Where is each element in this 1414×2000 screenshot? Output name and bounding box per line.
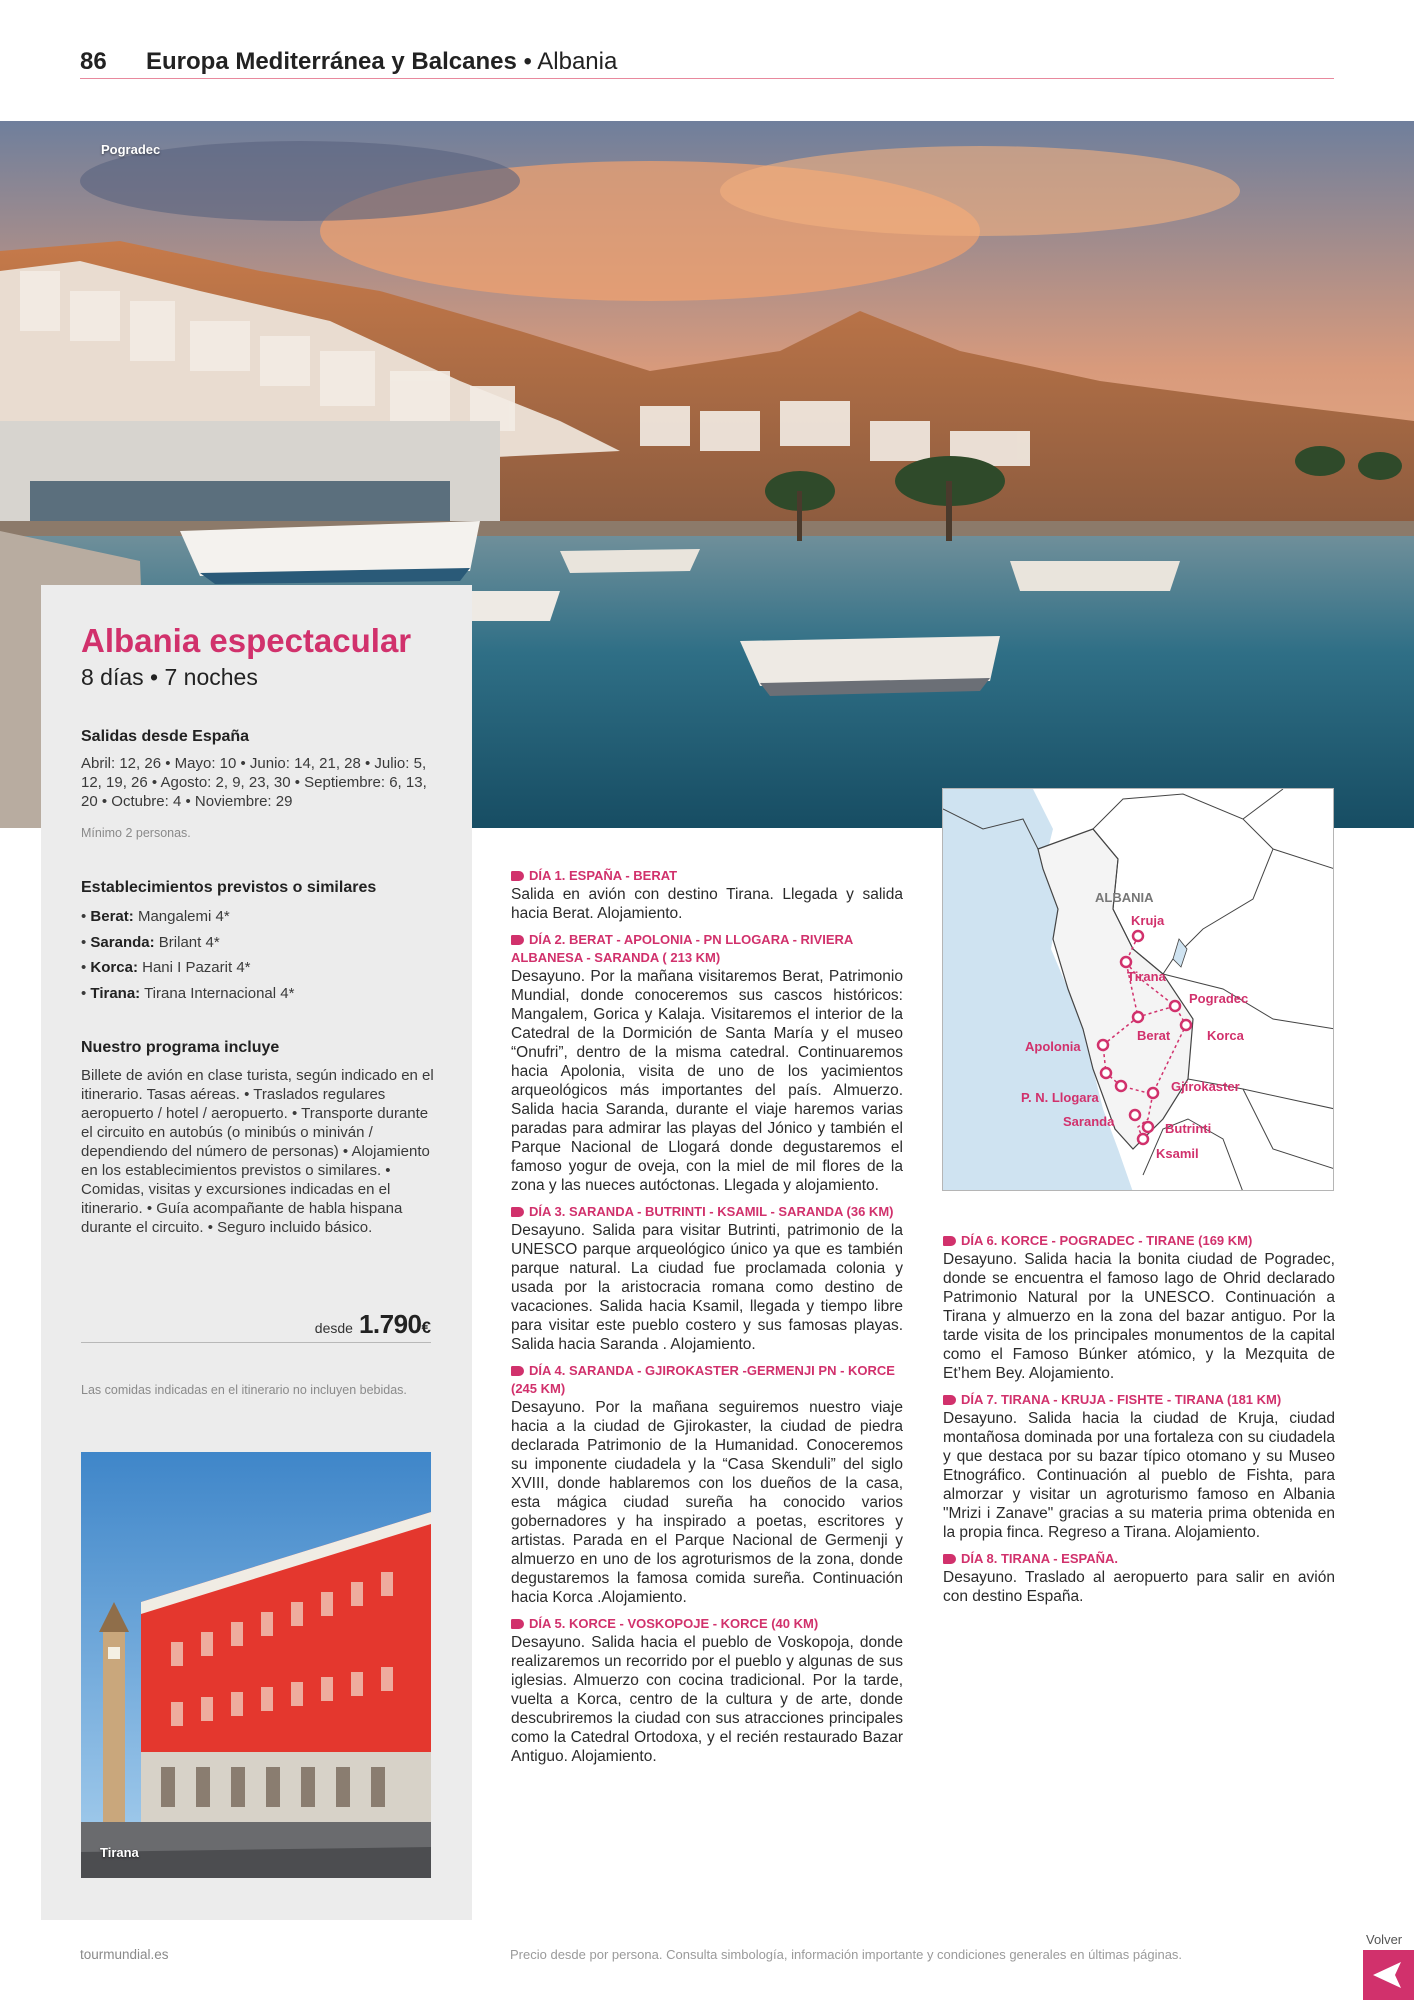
day-title: DÍA 1. ESPAÑA - BERAT bbox=[511, 867, 903, 885]
departures-dates: Abril: 12, 26 • Mayo: 10 • Junio: 14, 21, 28 • Julio: 5, 12, 19, 26 • Agosto: 2, 9, 23, 30 • Septiembre: 6, 13, 20 • Octubre: 4 • Noviembre: 29 bbox=[81, 755, 427, 810]
header-rule bbox=[80, 78, 1334, 79]
tirana-photo-caption: Tirana bbox=[100, 1845, 139, 1860]
price-block bbox=[81, 1309, 431, 1343]
itinerary-day bbox=[511, 867, 903, 923]
map-city-label: Butrinti bbox=[1165, 1121, 1212, 1136]
day-title: DÍA 2. BERAT - APOLONIA - PN LLOGARA - RIVIERA ALBANESA - SARANDA ( 213 KM) bbox=[511, 931, 903, 967]
day-text: Desayuno. Traslado al aeropuerto para salir en avión con destino España. bbox=[943, 1569, 1335, 1605]
map-city-label: Apolonia bbox=[1025, 1039, 1081, 1054]
day-title: DÍA 7. TIRANA - KRUJA - FISHTE - TIRANA (181 KM) bbox=[943, 1391, 1335, 1409]
page-header-title bbox=[146, 48, 617, 76]
hotel-name: Mangalemi 4* bbox=[137, 908, 230, 925]
itinerary-column-1 bbox=[511, 867, 903, 1774]
hotel-name: Tirana Internacional 4* bbox=[144, 984, 295, 1002]
back-arrow-icon bbox=[1363, 1950, 1414, 2000]
includes-heading: Nuestro programa incluye bbox=[81, 1039, 280, 1056]
day-title: DÍA 4. SARANDA - GJIROKASTER -GERMENJI PN - KORCE (245 KM) bbox=[511, 1362, 903, 1398]
hotel-name: Brilant 4* bbox=[158, 933, 220, 951]
price-label: desde bbox=[314, 1320, 353, 1336]
hotel-city: Saranda: bbox=[90, 933, 155, 951]
hotel-city: Korca: bbox=[90, 959, 138, 976]
day-text: Salida en avión con destino Tirana. Llegada y salida hacia Berat. Alojamiento. bbox=[511, 886, 903, 922]
map-city-label: Ksamil bbox=[1156, 1146, 1199, 1161]
trip-title: Albania espectacular bbox=[81, 622, 412, 659]
meals-note: Las comidas indicadas en el itinerario no incluyen bebidas. bbox=[81, 1383, 407, 1397]
map-city-label: Saranda bbox=[1063, 1114, 1115, 1129]
footer-website: tourmundial.es bbox=[80, 1947, 169, 1962]
map-city-label: Pogradec bbox=[1189, 991, 1249, 1006]
hotel-name: Hani I Pazarit 4* bbox=[142, 959, 251, 976]
map-city-label: Gjirokaster bbox=[1171, 1079, 1240, 1094]
hotels-list bbox=[81, 904, 294, 1006]
map-city-label: Kruja bbox=[1131, 913, 1165, 928]
day-title: DÍA 8. TIRANA - ESPAÑA. bbox=[943, 1550, 1335, 1568]
trip-duration: 8 días • 7 noches bbox=[81, 664, 258, 690]
route-map bbox=[942, 788, 1334, 1191]
hero-caption: Pogradec bbox=[101, 142, 161, 157]
header-separator: • bbox=[516, 48, 538, 75]
day-text: Desayuno. Salida para visitar Butrinti, patrimonio de la UNESCO parque arqueológico único ya que es también parque natural. La ciudad fue proclamada colonia y usada por la aristocracia romana como destino de vacaciones. Salida hacia Ksamil, llegada y tiempo libre para visitar este pueblo costero y sus famosas playas. Salida hacia Saranda . Alojamiento. bbox=[511, 1222, 903, 1353]
day-text: Desayuno. Salida hacia la ciudad de Kruja, ciudad montañosa dominada por una fortaleza con su ciudadela y que destaca por su bazar típico otomano y su Museo Etnográfico. Continuación al pueblo de Fishta, para almorzar y visitar un agroturismo famoso en Albania "Mrizi i Zanave" gracias a su materia prima obtenida en la propia finca. Regreso a Tirana. Alojamiento. bbox=[943, 1410, 1335, 1541]
page-number: 86 bbox=[80, 48, 107, 75]
day-text: Desayuno. Salida hacia el pueblo de Voskopoja, donde realizaremos un recorrido por el pueblo y algunas de sus iglesias. Almuerzo con cocina tradicional. Por la tarde, vuelta a Korca, centro de la cultura y de arte, donde descubriremos la ciudad con sus atracciones principales como la Catedral Ortodoxa, y el recién restaurado Bazar Antiguo. Alojamiento. bbox=[511, 1634, 903, 1765]
price-currency: € bbox=[421, 1318, 431, 1337]
itinerary-day bbox=[511, 1362, 903, 1607]
header-country: Albania bbox=[537, 48, 618, 75]
day-title: DÍA 3. SARANDA - BUTRINTI - KSAMIL - SARANDA (36 KM) bbox=[511, 1203, 903, 1221]
hotel-item: • Saranda: Brilant 4* bbox=[81, 933, 220, 951]
day-text: Desayuno. Por la mañana visitaremos Berat, Patrimonio Mundial, donde conoceremos sus cascos históricos: Mangalem, Gorica y Kalaja. Visitaremos el interior de la Catedral de la Dormición de Santa María y el museo “Onufri”, dentro de la misma catedral. Continuaremos hacia Apolonia, visita de uno de los yacimientos arqueológicos más importantes del país. Almuerzo. Salida hacia Saranda, durante el viaje haremos varias paradas para admirar las playas del Jónico y también el Parque Nacional de Llogará donde degustaremos el famoso yogur de oveja, con la miel de mil flores de la zona y las nueces autóctonas. Llegada y alojamiento. bbox=[511, 968, 903, 1194]
hotel-item: • Tirana: Tirana Internacional 4* bbox=[81, 984, 295, 1002]
back-button[interactable] bbox=[1363, 1950, 1414, 2000]
map-city-label: P. N. Llogara bbox=[1021, 1090, 1099, 1105]
day-text: Desayuno. Por la mañana seguiremos nuestro viaje hacia a la ciudad de Gjirokaster, la ciudad de piedra declarada Patrimonio de la Humanidad. Conoceremos su imponente ciudadela y la “Casa Skenduli” del siglo XVIII, donde hablaremos con los dueños de la casa, esta mágica ciudad sureña ha conocido varios gobernadores y ha inspirado a poetas, escritores y artistas. Parada en el Parque Nacional de Germenji y almuerzo en uno de los agroturismos de la zona, donde degustaremos la famosa comida sureña. Continuación hacia Korca .Alojamiento. bbox=[511, 1399, 903, 1606]
map-country-label: ALBANIA bbox=[1095, 890, 1154, 905]
itinerary-column-2 bbox=[943, 1232, 1335, 1614]
hotel-item: • Korca: Hani I Pazarit 4* bbox=[81, 959, 251, 976]
hotel-city: Tirana: bbox=[90, 984, 141, 1002]
footer-disclaimer: Precio desde por persona. Consulta simbología, información importante y condiciones generales en últimas páginas. bbox=[510, 1947, 1183, 1962]
day-title: DÍA 5. KORCE - VOSKOPOJE - KORCE (40 KM) bbox=[511, 1615, 903, 1633]
price-value: 1.790 bbox=[358, 1309, 422, 1339]
back-label[interactable]: Volver bbox=[1366, 1932, 1403, 1947]
itinerary-day bbox=[511, 1203, 903, 1354]
itinerary-day bbox=[943, 1550, 1335, 1606]
map-city-label: Korca bbox=[1207, 1028, 1244, 1043]
map-city-label: Tirana bbox=[1127, 969, 1166, 984]
header-section: Europa Mediterránea y Balcanes bbox=[146, 48, 517, 75]
departures-heading: Salidas desde España bbox=[81, 728, 250, 745]
day-text: Desayuno. Salida hacia la bonita ciudad de Pogradec, donde se encuentra el famoso lago de Ohrid declarado Patrimonio Natural por la UNESCO. Continuación a Tirana y almuerzo en la zona del bazar antiguo. Por la tarde visita de los principales monumentos de la capital como el Famoso Búnker atómico, y la Mezquita de Et’hem Bey. Alojamiento. bbox=[943, 1251, 1335, 1382]
itinerary-day bbox=[511, 931, 903, 1195]
hotel-item: • Berat: Mangalemi 4* bbox=[81, 908, 230, 925]
minimum-note: Mínimo 2 personas. bbox=[81, 826, 191, 840]
hotels-heading: Establecimientos previstos o similares bbox=[81, 879, 377, 896]
map-city-label: Berat bbox=[1137, 1028, 1171, 1043]
hotel-city: Berat: bbox=[90, 908, 134, 925]
day-title: DÍA 6. KORCE - POGRADEC - TIRANE (169 KM) bbox=[943, 1232, 1335, 1250]
itinerary-day bbox=[943, 1232, 1335, 1383]
itinerary-day bbox=[511, 1615, 903, 1766]
itinerary-day bbox=[943, 1391, 1335, 1542]
tirana-photo bbox=[81, 1452, 431, 1878]
includes-text: Billete de avión en clase turista, según indicado en el itinerario. Tasas aéreas. • Traslados regulares aeropuerto / hotel / aeropuerto. • Transporte durante el circuito en autobús (o minibús o miniván / dependiendo del número de personas) • Alojamiento en los establecimientos previstos o similares. • Comidas, visitas y excursiones indicadas en el itinerario. • Guía acompañante de habla hispana durante el circuito. • Seguro incluido básico. bbox=[81, 1067, 434, 1236]
